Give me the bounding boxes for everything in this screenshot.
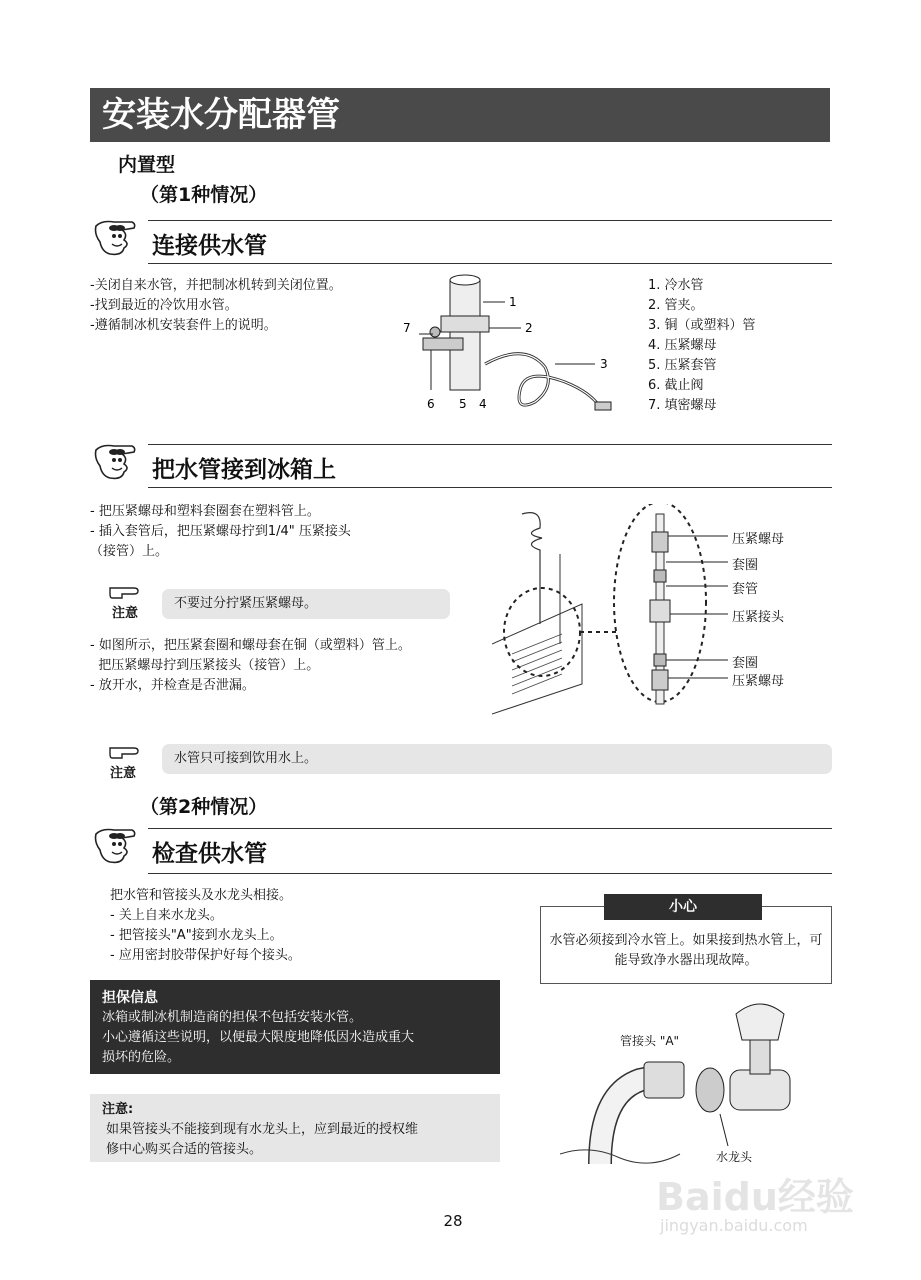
label-compression-nut-top: 压紧螺母 — [732, 532, 785, 547]
callout-3: 3 — [600, 357, 608, 371]
page-number: 28 — [443, 1212, 463, 1230]
section2-instructions-a: - 把压紧螺母和塑料套圈套在塑料管上。 - 插入套管后，把压紧螺母拧到1/4" 压紧接头 （接管）上。 — [90, 504, 351, 559]
section3-heading: 检查供水管 — [148, 828, 832, 874]
label-ferrule-top: 套圈 — [732, 558, 759, 573]
pointing-finger-icon — [108, 580, 144, 600]
faucet-diagram — [560, 994, 820, 1174]
note-box: 不要过分拧紧压紧螺母。 — [162, 589, 450, 619]
fitting-a-label: 管接头 "A" — [620, 1034, 680, 1048]
section3-instructions: 把水管和管接头及水龙头相接。 - 关上自来水龙头。 - 把管接头"A"接到水龙头上。 - 应用密封胶带保护好每个接头。 — [110, 888, 301, 963]
pointing-finger-icon — [108, 740, 144, 760]
pointing-hand-icon — [92, 824, 140, 868]
section2-instructions-b: - 如图所示，把压紧套圈和螺母套在铜（或塑料）管上。 把压紧螺母拧到压紧接头（接管）上。 - 放开水，并检查是否泄漏。 — [90, 638, 411, 693]
label-compression-fitting: 压紧接头 — [732, 610, 785, 625]
pointing-hand-icon — [92, 440, 140, 484]
pointing-hand-icon — [92, 216, 140, 260]
valve-diagram — [395, 272, 630, 422]
caution-box: 水管必须接到冷水管上。如果接到热水管上，可能导致净水器出现故障。 — [540, 906, 832, 984]
faucet-label: 水龙头 — [716, 1150, 753, 1164]
section2-heading: 把水管接到冰箱上 — [148, 444, 832, 488]
label-compression-nut-bottom: 压紧螺母 — [732, 674, 785, 689]
callout-5: 5 — [459, 397, 467, 411]
caution-tag: 小心 — [604, 894, 762, 920]
warranty-box: 担保信息 冰箱或制冰机制造商的担保不包括安装水管。 小心遵循这些说明，以便最大限度地降低因水造成重大 损坏的危险。 — [90, 980, 500, 1074]
label-ferrule-bottom: 套圈 — [732, 656, 759, 671]
watermark-brand: Baidu经验 — [656, 1175, 854, 1219]
label-sleeve: 套管 — [732, 582, 759, 597]
callout-1: 1 — [509, 295, 517, 309]
callout-7: 7 — [403, 321, 411, 335]
parts-legend: 1. 冷水管 2. 管夹。 3. 铜（或塑料）管 4. 压紧螺母 5. 压紧套管 6. 截止阀 7. 填密螺母 — [648, 278, 756, 413]
page-title: 安装水分配器管 — [90, 88, 830, 142]
subtitle-type: 内置型 — [118, 154, 176, 176]
section1-heading: 连接供水管 — [148, 220, 832, 264]
callout-4: 4 — [479, 397, 487, 411]
section1-instructions: -关闭自来水管，并把制冰机转到关闭位置。 -找到最近的冷饮用水管。 -遵循制冰机安装套件上的说明。 — [90, 278, 342, 333]
note2-box: 水管只可接到饮用水上。 — [162, 744, 832, 774]
callout-6: 6 — [427, 397, 435, 411]
case1-label: （第1种情况） — [140, 184, 268, 206]
note2-label: 注意 — [109, 766, 136, 781]
note-label: 注意 — [111, 606, 138, 621]
note3-box: 注意: 如果管接头不能接到现有水龙头上，应到最近的授权维 修中心购买合适的管接头。 — [90, 1094, 500, 1162]
watermark-url: jingyan.baidu.com — [660, 1216, 808, 1235]
case2-label: （第2种情况） — [140, 796, 268, 818]
callout-2: 2 — [525, 321, 533, 335]
